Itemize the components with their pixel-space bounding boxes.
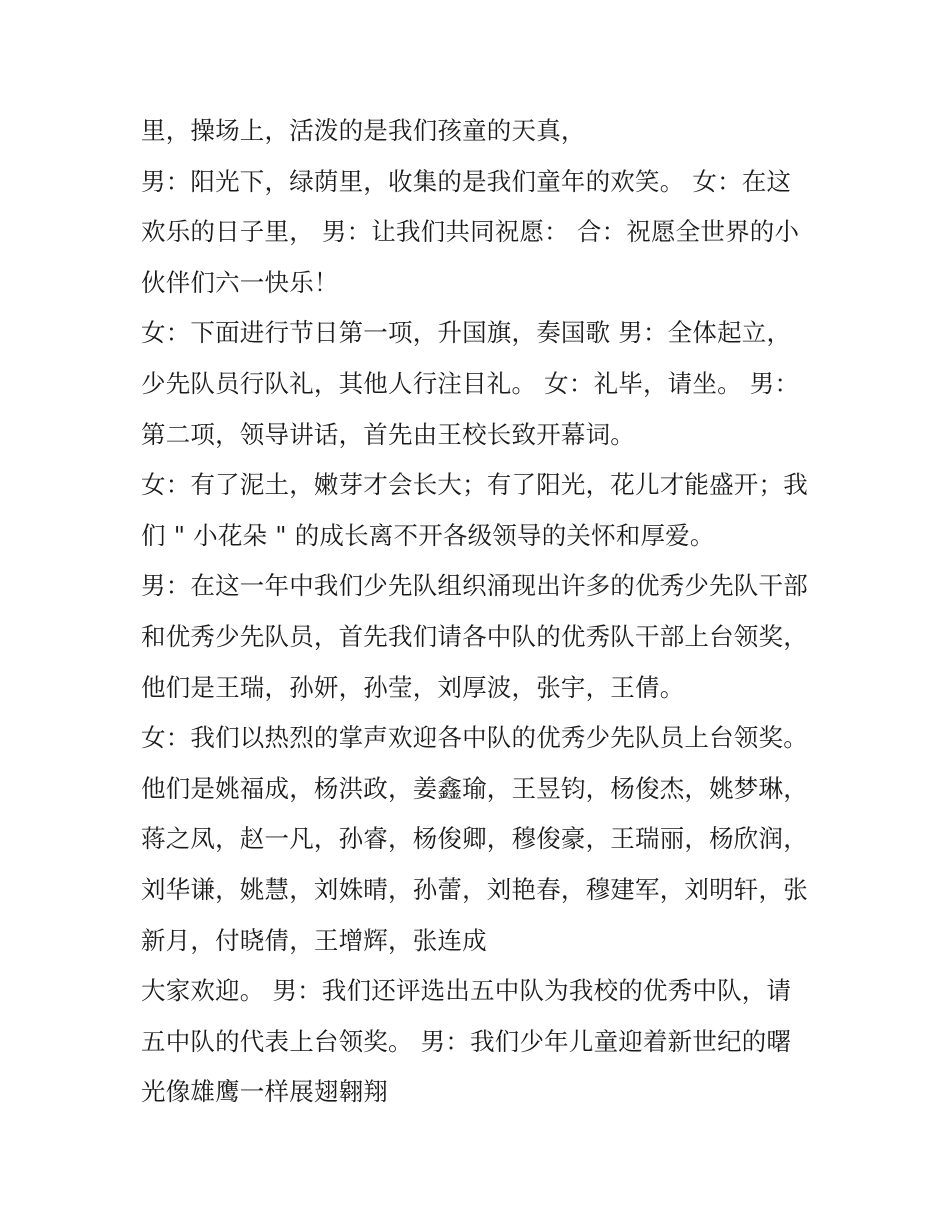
text-line: 蒋之凤，赵一凡，孙睿，杨俊卿，穆俊豪，王瑞丽，杨欣润，: [141, 824, 808, 854]
text-line: 欢乐的日子里， 男：让我们共同祝愿： 合：祝愿全世界的小: [141, 217, 800, 247]
script-text-block: [141, 106, 831, 1118]
text-line: 大家欢迎。 男：我们还评选出五中队为我校的优秀中队，请: [141, 976, 792, 1006]
text-line: 女：我们以热烈的掌声欢迎各中队的优秀少先队员上台领奖。: [141, 723, 808, 753]
text-line: 第二项，领导讲话，首先由王校长致开幕词。: [141, 419, 635, 449]
text-line: 他们是王瑞，孙妍，孙莹，刘厚波，张宇，王倩。: [141, 672, 685, 702]
text-line: 伙伴们六一快乐！: [141, 267, 339, 297]
text-line: 五中队的代表上台领奖。 男：我们少年儿童迎着新世纪的曙: [141, 1026, 792, 1056]
text-line: 少先队员行队礼，其他人行注目礼。 女：礼毕，请坐。 男：: [141, 368, 800, 398]
text-line: 男：在这一年中我们少先队组织涌现出许多的优秀少先队干部: [141, 571, 808, 601]
text-line: 女：有了泥土，嫩芽才会长大；有了阳光，花儿才能盛开；我: [141, 470, 808, 500]
text-line: 男：阳光下，绿荫里，收集的是我们童年的欢笑。 女：在这: [141, 166, 792, 196]
text-line: 里，操场上，活泼的是我们孩童的天真，: [141, 116, 586, 145]
text-line: 光像雄鹰一样展翅翱翔: [141, 1077, 388, 1107]
text-line: 们 " 小花朵 " 的成长离不开各级领导的关怀和厚爱。: [141, 520, 715, 550]
text-line: 新月，付晓倩，王增辉，张连成: [141, 925, 487, 955]
text-line: 他们是姚福成，杨洪政，姜鑫瑜，王昱钧，杨俊杰，姚梦琳，: [141, 773, 808, 803]
text-line: 刘华谦，姚慧，刘姝晴，孙蕾，刘艳春，穆建军，刘明轩，张: [141, 874, 808, 904]
text-line: 和优秀少先队员，首先我们请各中队的优秀队干部上台领奖，: [141, 621, 808, 651]
text-line: 女：下面进行节日第一项，升国旗，奏国歌 男：全体起立，: [141, 318, 792, 348]
